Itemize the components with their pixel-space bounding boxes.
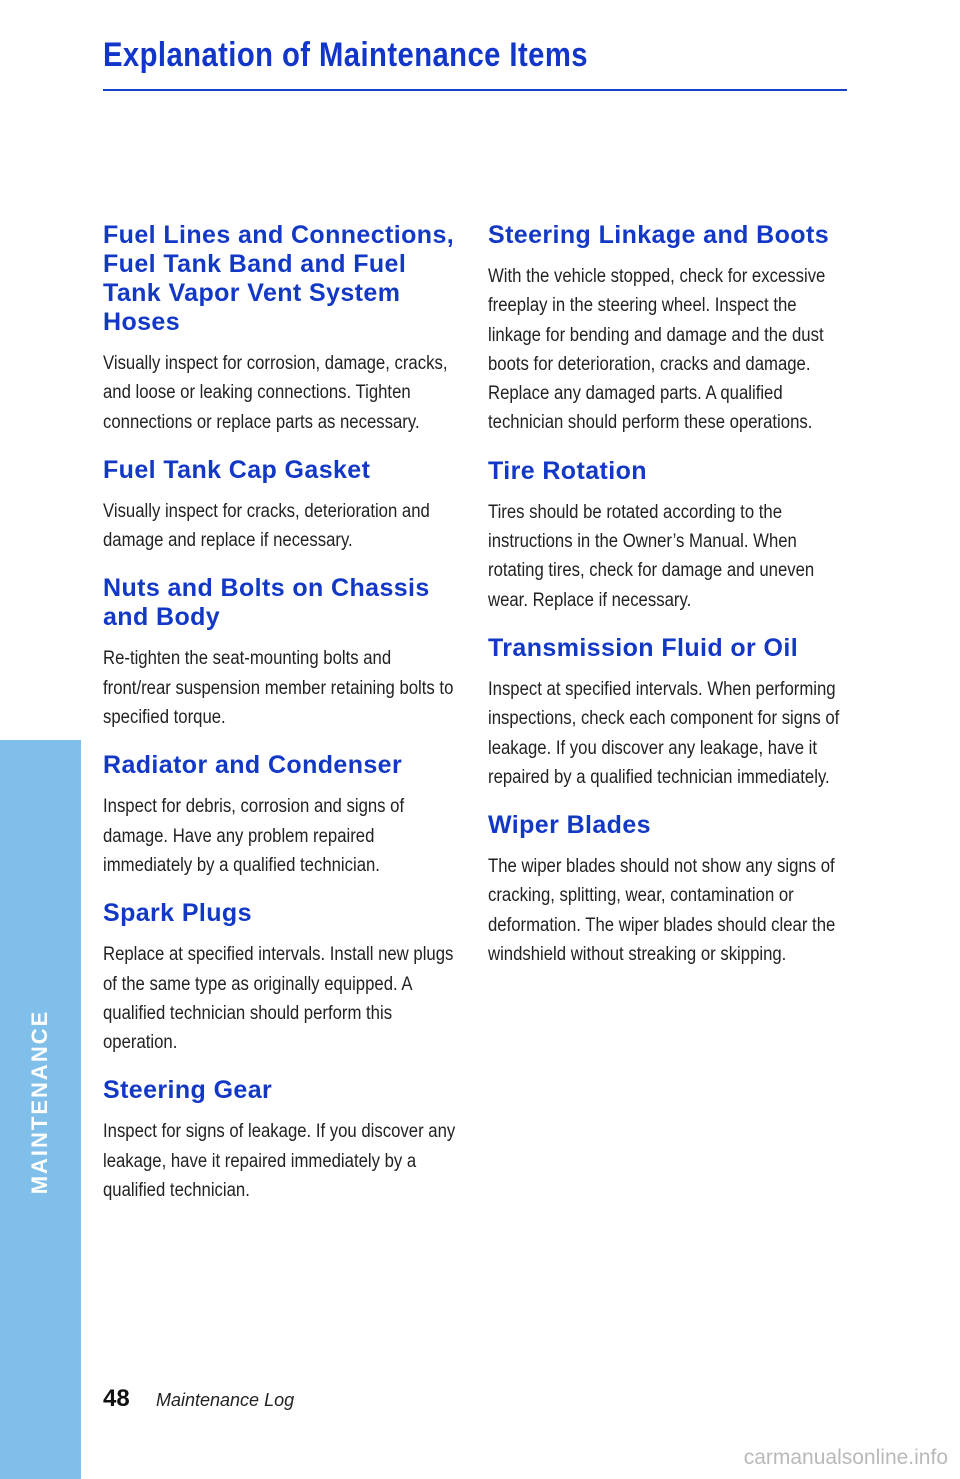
section-transmission-fluid [488, 634, 848, 792]
right-column [488, 221, 848, 988]
section-wiper-blades [488, 811, 848, 969]
section-steering-linkage [488, 221, 848, 438]
section-body: Replace at specified intervals. Install new plugs of the same type as originally equipped. A qualified technician should perform this operation. [103, 944, 454, 1054]
page-title: Explanation of Maintenance Items [103, 36, 588, 74]
section-body: Inspect for signs of leakage. If you discover any leakage, have it repaired immediately by a qualified technician. [103, 1121, 456, 1202]
section-tire-rotation [488, 457, 848, 615]
section-body: Re-tighten the seat-mounting bolts and front/rear suspension member retaining bolts to specified torque. [103, 648, 454, 729]
section-fuel-lines [103, 221, 463, 437]
section-heading: Fuel Lines and Connections, Fuel Tank Band and Fuel Tank Vapor Vent System Hoses [103, 221, 455, 336]
section-steering-gear [103, 1076, 463, 1205]
title-rule [103, 89, 847, 91]
section-body: Visually inspect for corrosion, damage, cracks, and loose or leaking connections. Tighten connections or replace parts as necessary. [103, 353, 448, 433]
section-body: With the vehicle stopped, check for excessive freeplay in the steering wheel. Inspect the linkage for bending and damage and the dust boots for deterioration, cracks and damage. Replace any damaged parts. A qualified technician should perform these operations. [488, 266, 826, 434]
section-body: Visually inspect for cracks, deterioration and damage and replace if necessary. [103, 500, 430, 552]
section-heading: Spark Plugs [103, 899, 252, 928]
page-number: 48 [103, 1385, 130, 1412]
section-heading: Steering Linkage and Boots [488, 221, 830, 249]
section-spark-plugs [103, 899, 463, 1057]
watermark: carmanualsonline.info [743, 1446, 948, 1469]
left-column [103, 221, 463, 1224]
section-radiator [103, 751, 463, 880]
section-heading: Radiator and Condenser [103, 751, 403, 780]
section-fuel-tank-cap-gasket [103, 456, 463, 556]
section-body: Tires should be rotated according to the instructions in the Owner’s Manual. When rotating tires, check for damage and uneven wear. Replace if necessary. [488, 501, 815, 611]
section-heading: Tire Rotation [488, 456, 647, 485]
section-heading: Transmission Fluid or Oil [488, 633, 799, 662]
section-heading: Steering Gear [103, 1076, 273, 1105]
section-heading: Fuel Tank Cap Gasket [103, 455, 371, 484]
section-body: The wiper blades should not show any signs of cracking, splitting, wear, contamination or deformation. The wiper blades should clear the windshield without streaking or skipping. [488, 856, 836, 966]
side-tab-label: MAINTENANCE [27, 1009, 52, 1195]
section-body: Inspect for debris, corrosion and signs of damage. Have any problem repaired immediately by a qualified technician. [103, 796, 405, 876]
section-nuts-and-bolts [103, 574, 463, 732]
section-body: Inspect at specified intervals. When performing inspections, check each component for signs of leakage. If you discover any leakage, have it repaired by a qualified technician immediately. [488, 678, 840, 788]
section-heading: Wiper Blades [488, 811, 651, 840]
footer-label: Maintenance Log [156, 1390, 295, 1410]
section-heading: Nuts and Bolts on Chassis and Body [103, 574, 430, 632]
